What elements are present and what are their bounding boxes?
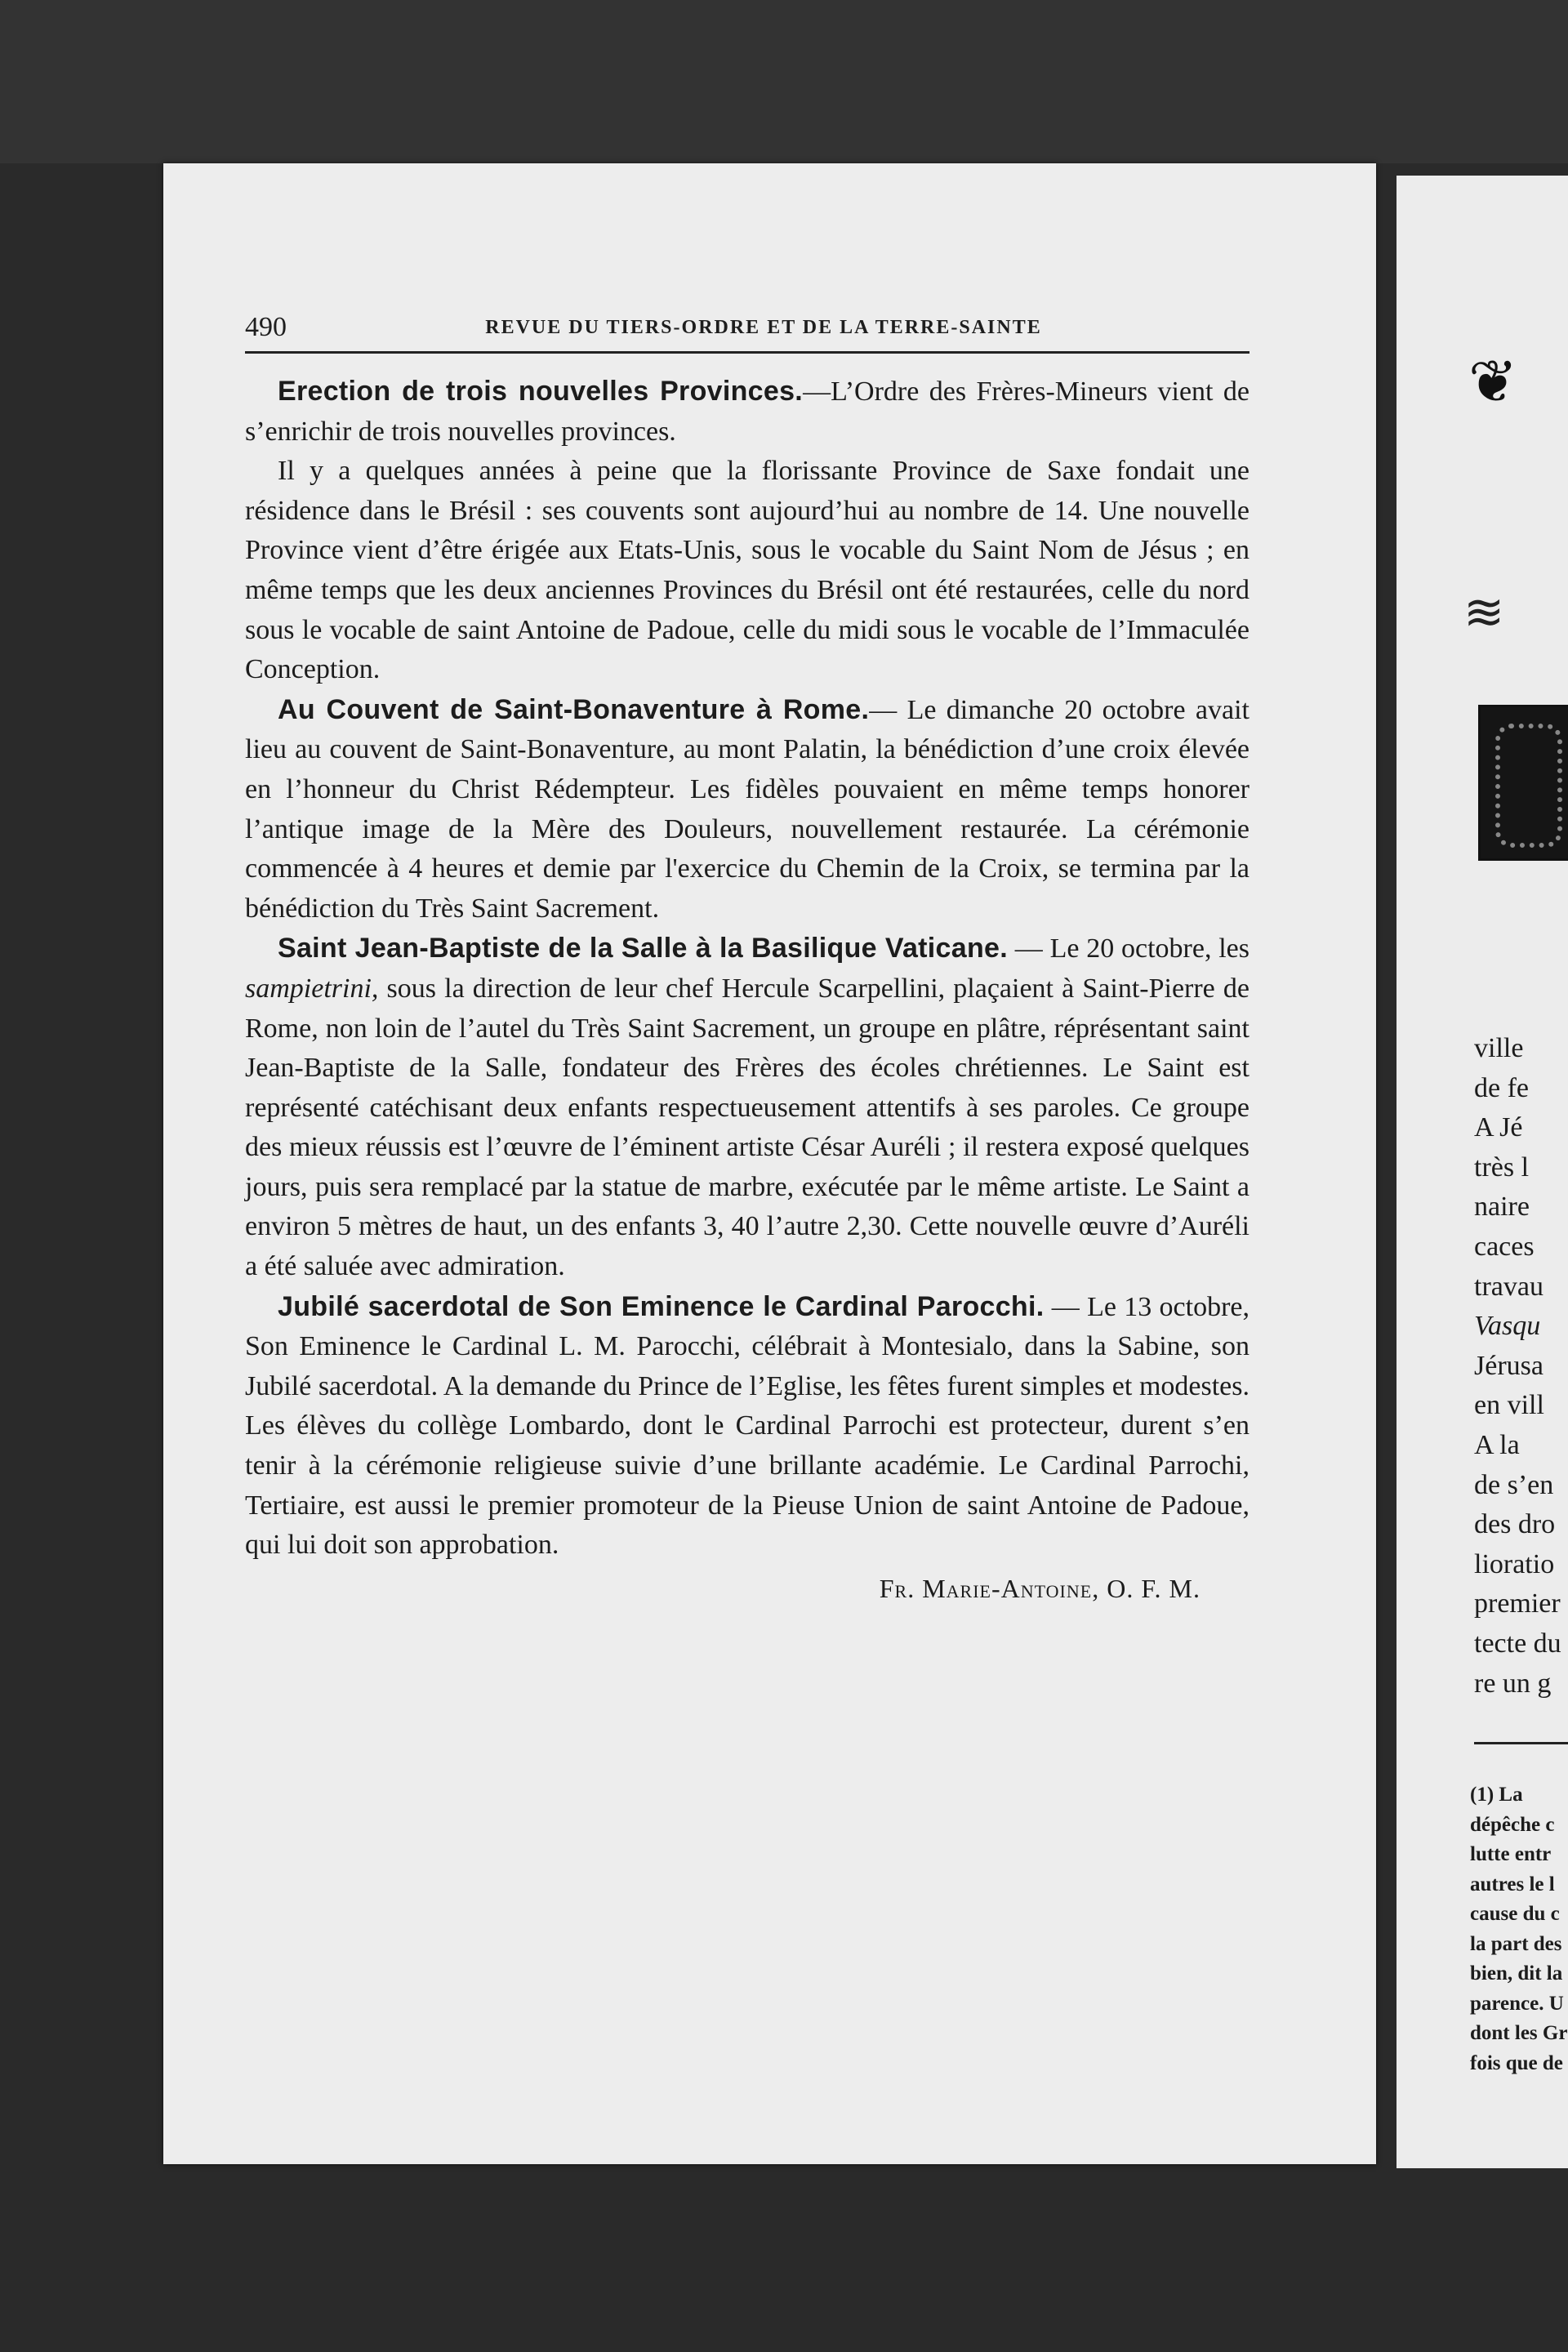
text-line: naire [1474,1192,1530,1223]
footnote-line: lutte entr [1470,1843,1552,1865]
text-line: en vill [1474,1390,1544,1421]
paragraph-text: —L’Ordre des Frères-Mineurs vient de s’enrichir de trois nouvelles provinces. [245,376,1250,447]
text-line: travau [1474,1271,1544,1302]
article-paragraph [245,1287,1250,1566]
paragraph-text: — Le 20 octobre, les [1008,933,1250,964]
text-line: très l [1474,1152,1530,1183]
ornament-divider-icon: ≋ [1463,586,1505,639]
article-paragraph [245,372,1250,452]
section-heading: Jubilé sacerdotal de Son Eminence le Cardinal Parocchi. [278,1290,1045,1322]
text-line: Jérusa [1474,1350,1544,1381]
text-line: des dro [1474,1509,1556,1540]
text-line: re un g [1474,1668,1552,1699]
text-line: premier [1474,1588,1561,1619]
footnote-line: dépêche c [1470,1813,1555,1836]
section-heading: Au Couvent de Saint-Bonaventure à Rome. [278,693,870,725]
running-title: REVUE DU TIERS-ORDRE ET DE LA TERRE-SAINTE [485,317,1042,338]
footnote-line: dont les Gr [1470,2022,1568,2044]
film-margin-top [0,0,1568,163]
text-line: tecte du [1474,1628,1561,1659]
footnote-line: cause du c [1470,1903,1560,1925]
paragraph-text: sous la direction de leur chef Hercule Scarpellini, plaçaient à Saint-Pierre de Rome, non loin de l’autel du Très Saint Sacrement, un groupe en plâtre, réprésentant saint Jean-Baptiste de la Salle, fondateur des Frères des écoles chrétiennes. Le Saint est représenté catéchisant deux enfants respectueusement attentifs à ses paroles. Ce groupe des mieux réussis est l’œuvre de l’éminent artiste César Auréli ; il restera exposé quelques jours, puis sera remplacé par la statue de marbre, exécutée par le même artiste. Le Saint a environ 5 mètres de haut, un des enfants 3, 40 l’autre 2,30. Cette nouvelle œuvre d’Auréli a été saluée avec admiration. [245,973,1250,1282]
fleuron-icon: ❦ [1468,350,1518,415]
text-line: lioratio [1474,1548,1555,1579]
text-line: de s’en [1474,1469,1554,1500]
adjacent-page-text [1474,1029,1568,1704]
footnote-rule [1474,1742,1568,1744]
text-line: Vasqu [1474,1311,1541,1342]
page-header [245,310,1250,354]
text-line: caces [1474,1231,1535,1262]
page-number: 490 [245,312,287,342]
italic-term: sampietrini, [245,973,379,1004]
paragraph-text: — Le 13 octobre, Son Eminence le Cardinal L. M. Parocchi, célébrait à Montesialo, dans la Sabine, son Jubilé sacerdotal. A la demande du Prince de l’Eglise, les fêtes furent simples et modestes. Les élèves du collège Lombardo, dont le Cardinal Parrochi est protecteur, durent s’en tenir à la cérémonie religieuse suivie d’une brillante académie. Le Cardinal Parrochi, Tertiaire, est aussi le premier promoteur de la Pieuse Union de saint Antoine de Padoue, qui lui doit son approbation. [245,1291,1250,1561]
text-line: ville [1474,1033,1524,1063]
article-paragraph [245,929,1250,1286]
article-paragraph [245,690,1250,929]
text-line: A la [1474,1429,1520,1460]
footnote-line: autres le l [1470,1873,1555,1895]
section-heading: Erection de trois nouvelles Provinces. [278,376,804,407]
paragraph-text: Il y a quelques années à peine que la florissante Province de Saxe fondait une résidence dans le Brésil : ses couvents sont aujourd’hui au nombre de 14. Une nouvelle Province vient d’être érigée aux Etats-Unis, sous le vocable du Saint Nom de Jésus ; en même temps que les deux anciennes Provinces du Brésil ont été restaurées, celle du nord sous le vocable de saint Antoine de Padoue, celle du midi sous le vocable de l’Immaculée Conception. [245,456,1250,685]
decorated-initial-icon [1478,705,1568,861]
footnote-line: (1) La [1470,1784,1523,1806]
text-line: A Jé [1474,1112,1523,1143]
footnote-line: bien, dit la [1470,1962,1563,1984]
footnote-line: fois que de [1470,2051,1563,2074]
paragraph-text: — Le dimanche 20 octobre avait lieu au couvent de Saint-Bonaventure, au mont Palatin, la bénédiction d’une croix élevée en l’honneur du Christ Rédempteur. Les fidèles pouvaient en même temps honorer l’antique image de la Mère des Douleurs, nouvellement restaurée. La cérémonie commencée à 4 heures et demie par l'exercice du Chemin de la Croix, se termina par la bénédiction du Très Saint Sacrement. [245,694,1250,924]
text-line: de fe [1474,1072,1530,1103]
adjacent-page-footnotes [1470,1780,1568,2078]
adjacent-page-fragment [1396,176,1568,2168]
footnote-line: la part des [1470,1932,1562,1955]
author-signature: Fr. Marie-Antoine, O. F. M. [879,1573,1200,1603]
footnote-line: parence. U [1470,1992,1564,2015]
section-heading: Saint Jean-Baptiste de la Salle à la Basilique Vaticane. [278,933,1008,964]
article-body [245,372,1250,1608]
article-paragraph [245,452,1250,690]
